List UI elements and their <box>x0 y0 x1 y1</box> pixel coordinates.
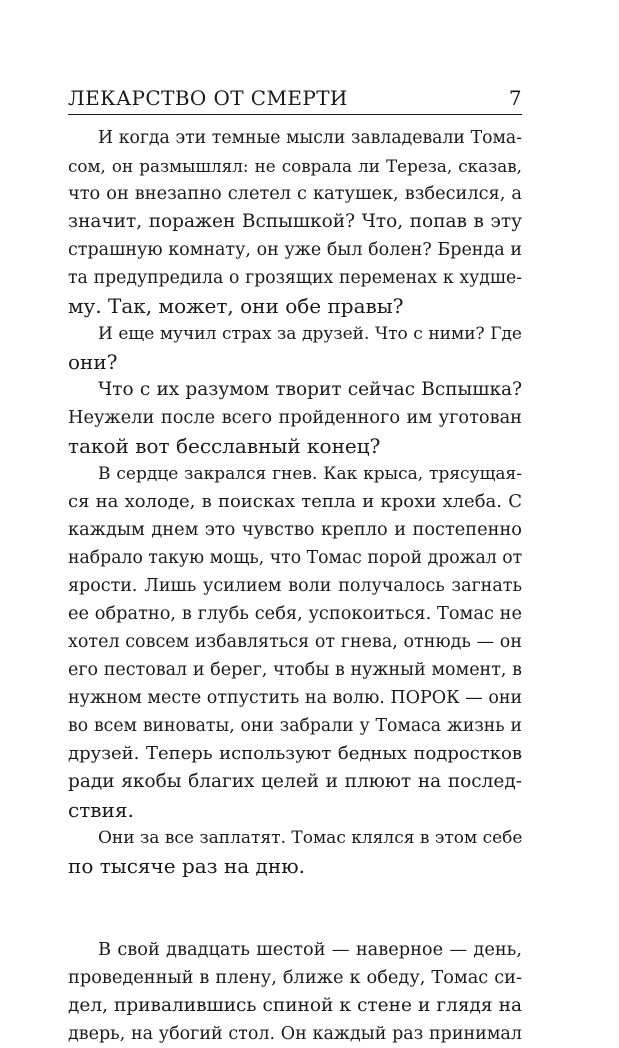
text-line: ярости. Лишь усилием воли получалось загнать <box>68 576 522 596</box>
text-line: дверь, на убогий стол. Он каждый раз принимал <box>68 1024 522 1044</box>
section-break <box>68 880 522 936</box>
text-line: И еще мучил страх за друзей. Что с ними? Где <box>98 324 522 344</box>
text-line: В свой двадцать шестой — наверное — день, <box>98 940 522 960</box>
text-line: по тысяче раз на дню. <box>68 854 305 878</box>
text-line: В сердце закрался гнев. Как крыса, трясущая- <box>98 464 522 484</box>
text-line: друзей. Теперь используют бедных подростков <box>68 743 522 764</box>
text-line: его пестовал и берег, чтобы в нужный момент, в <box>68 660 522 680</box>
text-line: Что с их разумом творит сейчас Вспышка? <box>98 379 522 400</box>
text-line: они? <box>68 350 118 374</box>
text-line: нужном месте отпустить на волю. ПОРОК — они <box>68 688 523 708</box>
text-line: ствия. <box>68 798 134 822</box>
text-line: страшную комнату, он уже был болен? Бренда и <box>68 240 522 260</box>
body-text <box>68 124 522 1048</box>
text-line: сом, он размышлял: не соврала ли Тереза, сказав, <box>68 156 522 176</box>
text-line: Неужели после всего пройденного им уготован <box>68 408 522 428</box>
text-line: проведенный в плену, ближе к обеду, Томас си- <box>68 968 522 988</box>
book-title: ЛЕКАРСТВО ОТ СМЕРТИ <box>68 86 348 110</box>
text-line: такой вот бесславный конец? <box>68 434 381 458</box>
text-line: му. Так, может, они обе правы? <box>68 294 404 318</box>
text-line: значит, поражен Вспышкой? Что, попав в эту <box>68 211 522 232</box>
page-number: 7 <box>508 86 522 110</box>
text-line: каждым днем это чувство крепло и постепенно <box>68 520 522 540</box>
text-line: ради якобы благих целей и плюют на послед- <box>68 771 522 792</box>
text-line: И когда эти темные мысли завладевали Тома- <box>98 128 522 148</box>
running-header <box>68 86 522 110</box>
text-line: ся на холоде, в поисках тепла и крохи хлеба. С <box>68 491 522 512</box>
text-line: во всем виноваты, они забрали у Томаса жизнь и <box>68 716 522 736</box>
text-line: хотел совсем избавляться от гнева, отнюдь — он <box>68 632 522 652</box>
text-line: что он внезапно слетел с катушек, взбесился, а <box>68 184 522 204</box>
text-line: дел, привалившись спиной к стене и глядя на <box>68 995 522 1016</box>
text-line: ее обратно, в глубь себя, успокоиться. Томас не <box>68 604 522 624</box>
text-line: та предупредила о грозящих переменах к худше- <box>68 268 522 288</box>
header-rule <box>68 114 522 115</box>
text-line: набрало такую мощь, что Томас порой дрожал от <box>68 548 523 568</box>
text-line: Они за все заплатят. Томас клялся в этом себе <box>98 828 523 848</box>
